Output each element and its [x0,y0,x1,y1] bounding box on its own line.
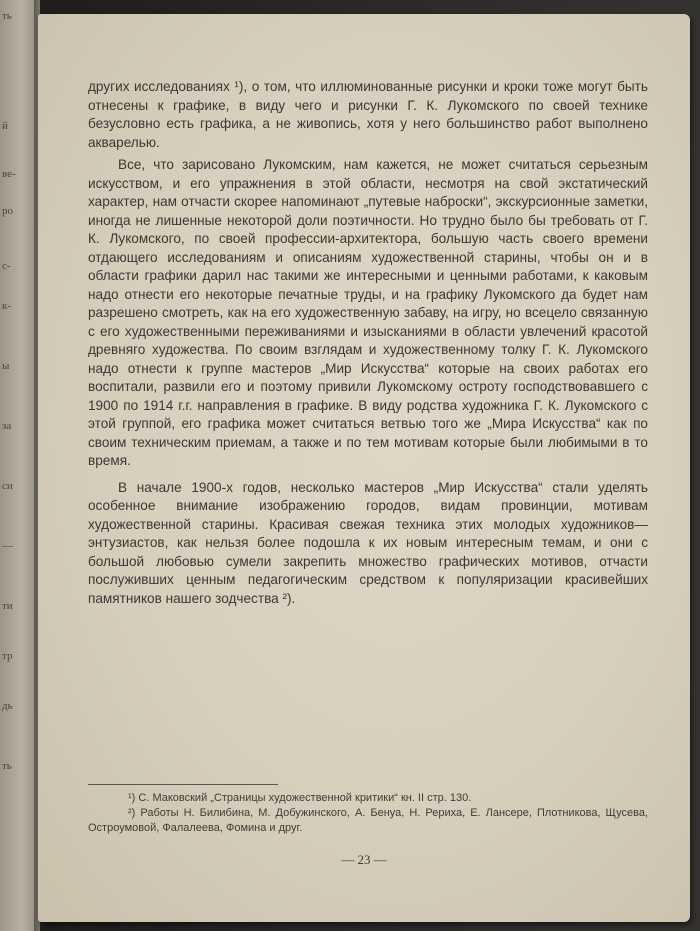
prev-page-fragment: ть [2,10,12,22]
footnote-1: ¹) С. Маковский „Страницы художественной критики“ кн. II стр. 130. [128,792,472,804]
paragraph: Все, что зарисовано Лукомским, нам кажется, не может считаться серьезным искусством, и его упражнения в этой области, несмотря на свой экстатический характер, нам отчасти скорее напоминают „путевые наброски“, экскурсионные заметки, иногда не лишенные некоторой доли поэтичности. Но трудно было бы требовать от Г. К. Лукомского, по своей профессии-архитектора, большую часть своего времени отдающего исследованиям и описаниям художественной старины, чтобы он и в области графики дарил нас такими же интересными и ценными работами, к каковым надо отнести его некоторые печатные труды, и на графику Лукомского да будет нам разрешено смотреть, как на его художественную забаву, на игру, но всецело связанную с его художественными переживаниями и изысканиями в области увлечений красотой древняго художества. По своим взглядам и художественному толку Г. К. Лукомского надо отнести к группе мастеров „Мир Искусства“ которые на своих работах его воспитали, развили его и поэтому привили Лукомскому остроту господствовавшего с 1900 по 1914 г.г. направления в графике. В виду родства художника Г. К. Лукомского с этой группой, его графика может считаться ветвью того же „Мира Искусства“ как по своим техническим приемам, а также и по тем мотивам которые были любимыми в то время. [88,157,648,468]
prev-page-fragment: за [2,420,12,432]
footnote-2: ²) Работы Н. Билибина, М. Добужинского, А. Бенуа, Н. Рериха, Е. Лансере, Плотникова, Щусева, Остроумовой, Фалалеева, Фомина и друг. [88,807,648,834]
prev-page-fragment: к- [2,300,12,312]
prev-page-fragment: ы [2,360,10,372]
prev-page-fragment: с- [2,260,11,272]
prev-page-fragment: ти [2,600,13,612]
main-text [88,78,648,608]
prev-page-fragment: тр [2,650,13,662]
book-page [38,14,690,922]
prev-page-fragment: й [2,120,8,132]
prev-page-fragment: ро [2,205,13,217]
footnote-divider [88,784,278,785]
prev-page-fragment: — [2,540,13,552]
paragraph: В начале 1900-х годов, несколько мастеров „Мир Искусства“ стали уделять особенное внимание изображению городов, видам провинции, мотивам художественной старины. Красивая свежая техника этих молодых художников—энтузиастов, как нельзя более подошла к их новым интересным темам, и они с большой любовью сумели закрепить множество графических мотивов, отчасти послуживших ценным педагогическим средством к популяризации красивейших памятников нашего зодчества ²). [88,479,648,606]
prev-page-fragment: си [2,480,13,492]
footnotes [88,784,648,836]
prev-page-fragment: дь [2,700,13,712]
paragraph-continuation: других исследованиях ¹), о том, что иллюминованные рисунки и кроки тоже могут быть отнесены к графике, в виду чего и рисунки Г. К. Лукомского по своей технике безусловно есть графика, а не живопись, хотя у него большинство работ выполнено акварелью. [88,79,648,150]
prev-page-fragment: ве- [2,168,16,180]
prev-page-fragment: ть [2,760,12,772]
page-number: — 23 — [341,852,387,867]
